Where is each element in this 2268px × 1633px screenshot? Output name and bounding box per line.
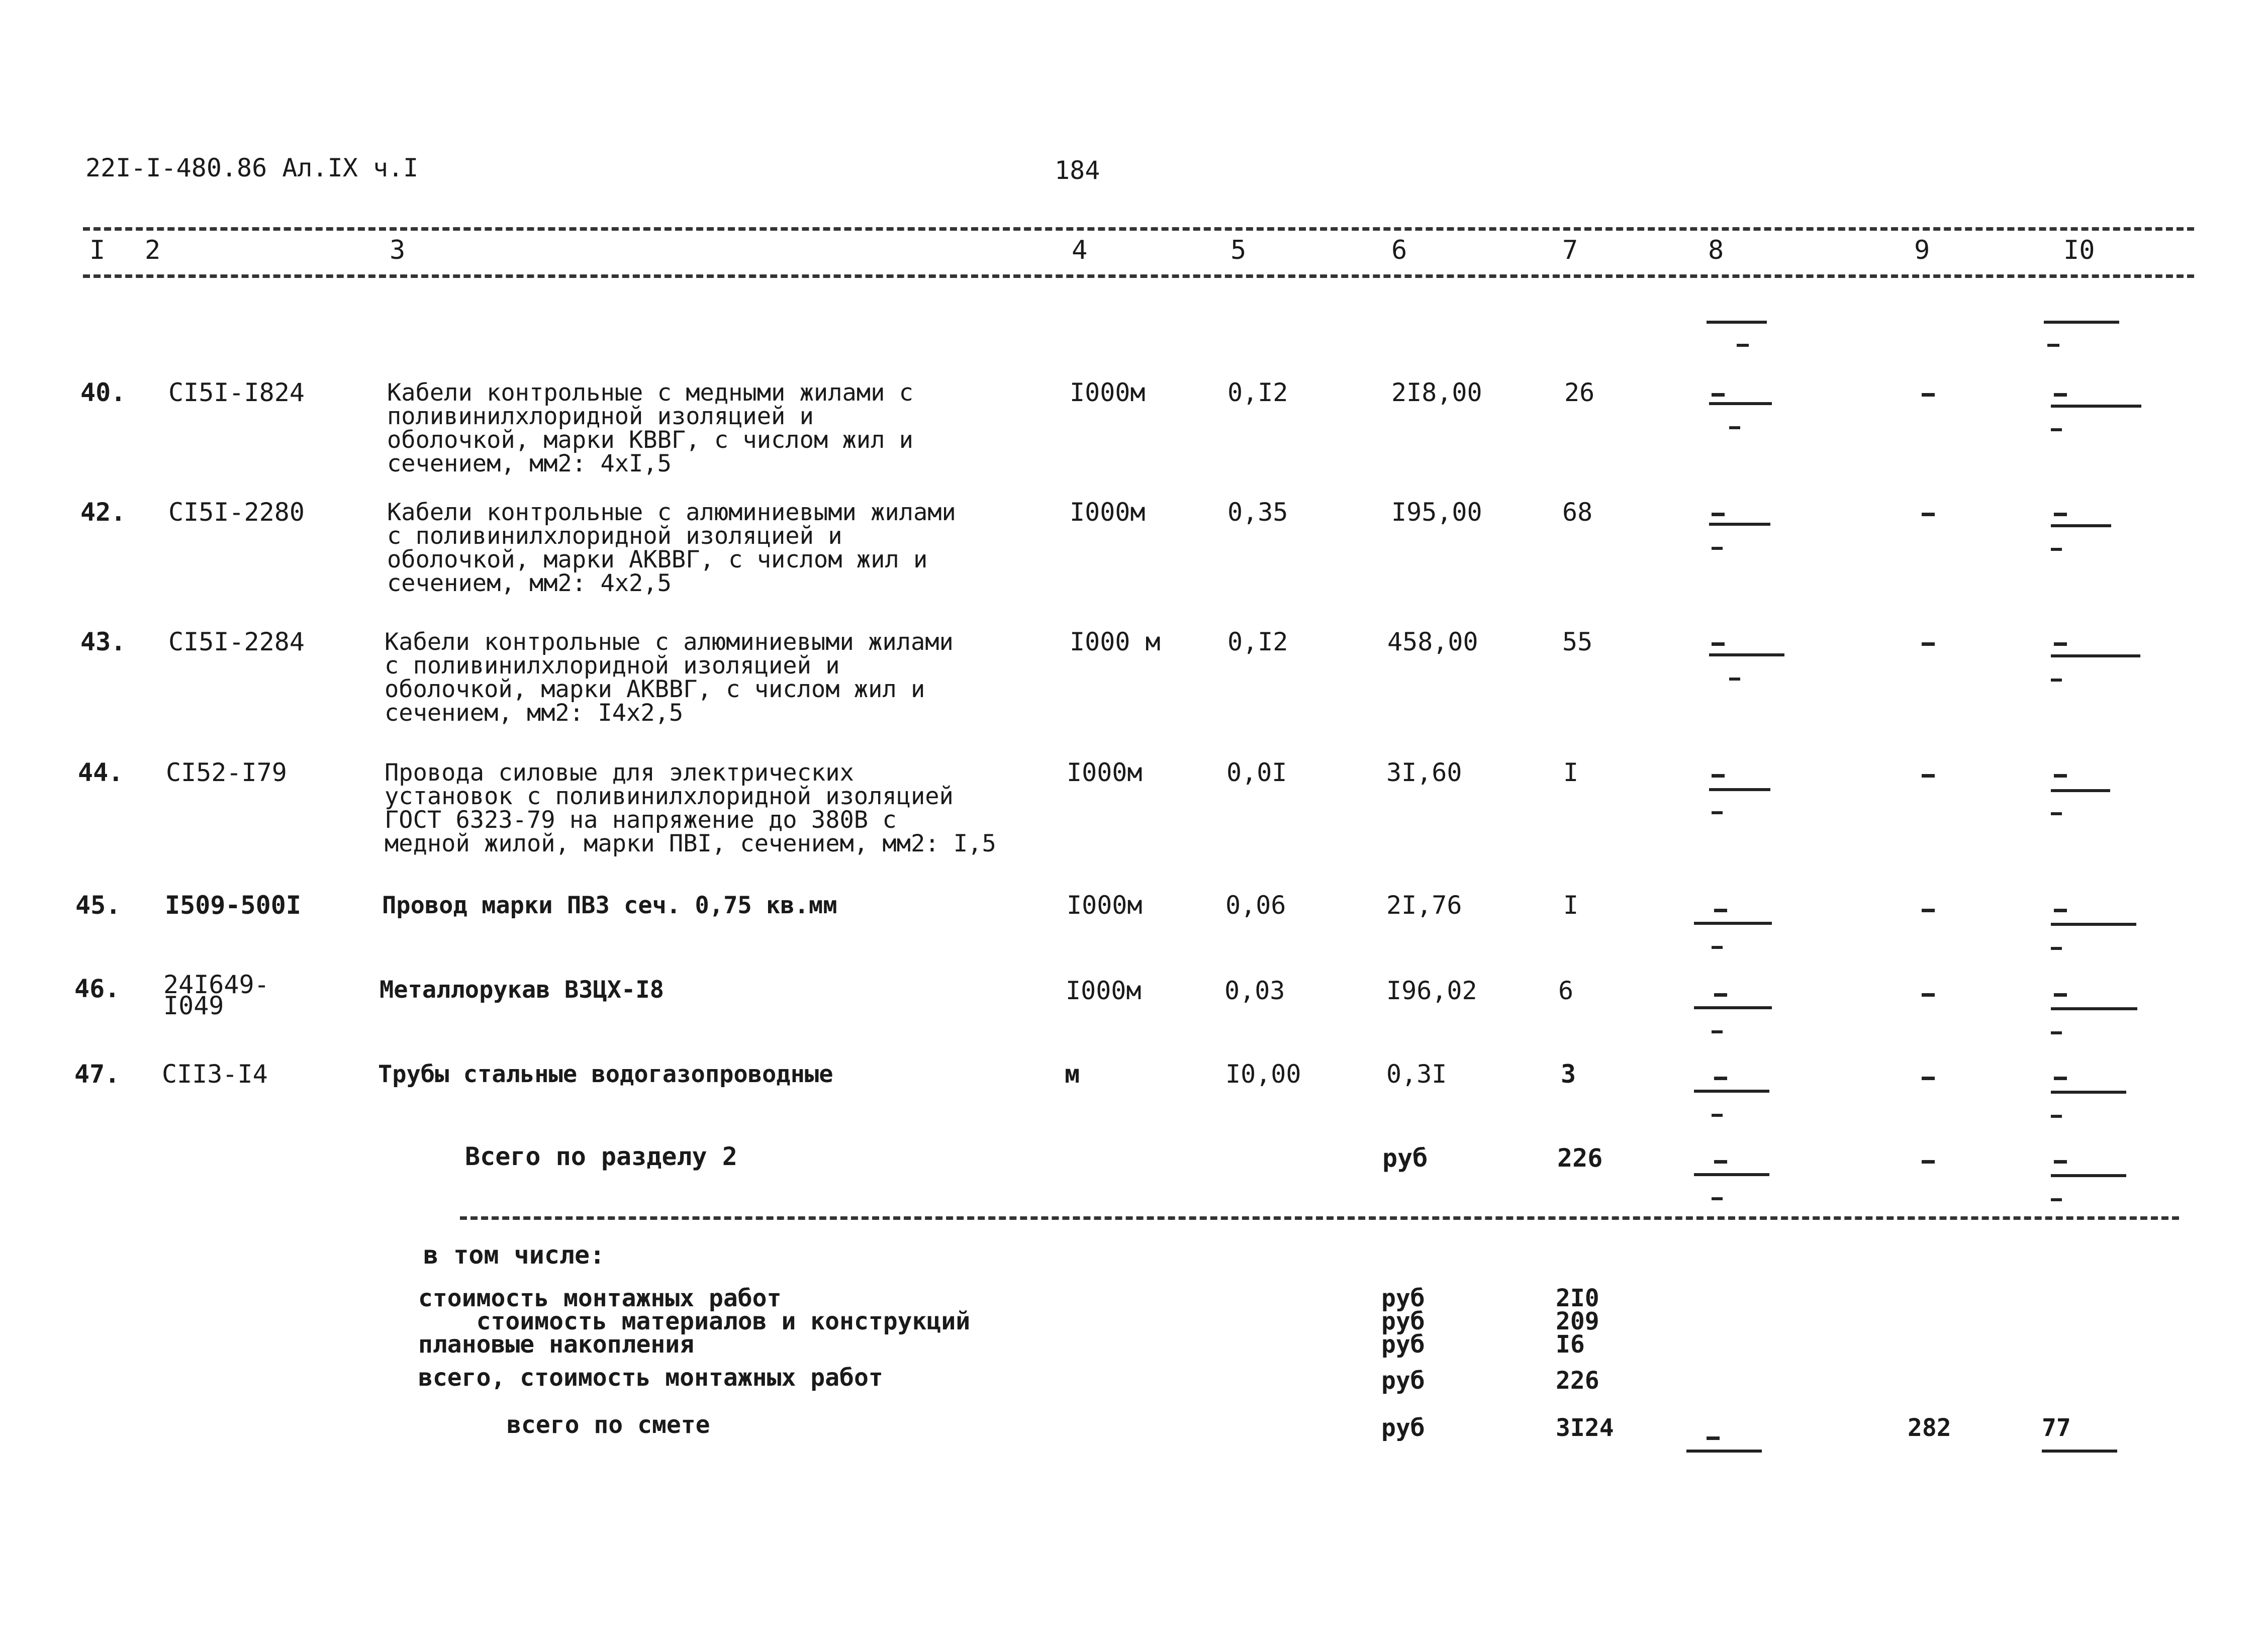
- column-header-5: 5: [1231, 235, 1247, 265]
- row-number: 42.: [80, 498, 126, 527]
- quantity: 0,I2: [1227, 378, 1288, 407]
- price-code: CI5I-2284: [168, 627, 305, 656]
- fraction-bar: [1686, 1450, 1762, 1453]
- price-code: CII3-I4: [162, 1060, 268, 1089]
- column-8-dash: [1712, 642, 1725, 646]
- column-10-dash: [2054, 909, 2067, 912]
- page-number: 184: [1055, 156, 1100, 185]
- grand-total-unit: руб: [1381, 1414, 1425, 1442]
- fraction-dash: [1712, 1197, 1723, 1200]
- column-9-dash: [1922, 513, 1935, 516]
- row-number: 47.: [74, 1060, 120, 1089]
- fraction-dash: [1712, 1030, 1723, 1033]
- price-code: I509-500I: [165, 891, 301, 920]
- grand-total-column-10: 77: [2042, 1414, 2071, 1442]
- fraction-bar: [1694, 1090, 1769, 1093]
- item-description: Кабели контрольные с алюминиевыми жилами с поливинилхлоридной изоляцией и оболочкой, марки АКВВГ, с числом жил и сечением, мм2: I4х2,5: [385, 628, 954, 727]
- column-10-dash: [2054, 1077, 2067, 1080]
- item-description: Металлорукав ВЗЦХ-I8: [380, 976, 664, 1004]
- fraction-bar: [2042, 1450, 2117, 1453]
- breakdown-unit: руб: [1381, 1330, 1425, 1359]
- breakdown-label: плановые накопления: [418, 1330, 695, 1359]
- unit: I000м: [1067, 891, 1143, 920]
- section-divider: [460, 1216, 2179, 1220]
- grand-total-column-9: 282: [1908, 1414, 1951, 1442]
- fraction-dash: [1712, 946, 1723, 949]
- fraction-dash: [1712, 1114, 1723, 1117]
- unit-price: 2I8,00: [1391, 378, 1482, 407]
- fraction-bar: [2051, 923, 2136, 926]
- unit: м: [1065, 1060, 1080, 1089]
- unit-price: I96,02: [1386, 976, 1477, 1005]
- column-header-3: 3: [390, 235, 406, 265]
- fraction-dash: [1737, 344, 1749, 347]
- breakdown-unit: руб: [1381, 1307, 1425, 1335]
- fraction-bar: [2051, 1091, 2126, 1094]
- fraction-bar: [1709, 523, 1770, 526]
- column-9-dash: [1922, 393, 1935, 397]
- column-9-dash: [1922, 1077, 1935, 1080]
- item-description: Кабели контрольные с медными жилами с поливинилхлоридной изоляцией и оболочкой, марки КВВГ, с числом жил и сечением, мм2: 4хI,5: [387, 379, 913, 477]
- unit: I000м: [1066, 976, 1142, 1005]
- unit-price: I95,00: [1391, 498, 1482, 527]
- column-9-dash: [1922, 993, 1935, 997]
- row-number: 45.: [75, 891, 121, 920]
- column-9-dash: [1922, 1160, 1935, 1164]
- column-8-dash: [1712, 774, 1725, 778]
- column-header-8: 8: [1708, 235, 1724, 265]
- fraction-bar: [1709, 653, 1784, 656]
- fraction-bar: [2051, 654, 2140, 657]
- row-number: 46.: [74, 974, 120, 1003]
- row-number: 43.: [80, 627, 126, 656]
- breakdown-label: стоимость материалов и конструкций: [418, 1307, 971, 1335]
- fraction-bar: [2051, 1007, 2137, 1010]
- breakdown-unit: руб: [1381, 1367, 1425, 1395]
- unit-price: 3I,60: [1386, 758, 1462, 787]
- fraction-bar: [2051, 789, 2110, 792]
- total-cost: I: [1563, 891, 1579, 920]
- fraction-bar: [1694, 1173, 1769, 1176]
- column-10-dash: [2054, 774, 2067, 778]
- item-description: Кабели контрольные с алюминиевыми жилами с поливинилхлоридной изоляцией и оболочкой, марки АКВВГ, с числом жил и сечением, мм2: 4х2,5: [387, 499, 956, 597]
- column-10-dash: [2054, 993, 2067, 997]
- quantity: 0,06: [1225, 891, 1286, 920]
- fraction-dash: [1712, 547, 1723, 550]
- section-total-unit: руб: [1382, 1143, 1428, 1173]
- fraction-dash: [2047, 344, 2059, 347]
- column-8-dash: [1712, 513, 1725, 516]
- fraction-dash: [2051, 812, 2062, 815]
- column-9-dash: [1922, 642, 1935, 646]
- fraction-bar: [2044, 321, 2119, 324]
- row-number: 40.: [80, 378, 126, 407]
- breakdown-value: 209: [1556, 1307, 1599, 1335]
- total-cost: 3: [1561, 1060, 1576, 1089]
- column-8-dash: [1714, 909, 1727, 912]
- column-header-7: 7: [1562, 235, 1578, 265]
- price-code: 24I649- I049: [163, 970, 269, 1020]
- header-bottom-rule: [83, 274, 2194, 278]
- total-cost: 68: [1562, 498, 1593, 527]
- column-8-dash: [1714, 1077, 1727, 1080]
- price-code: CI5I-I824: [168, 378, 305, 407]
- fraction-dash: [2051, 1031, 2062, 1034]
- item-description: Трубы стальные водогазопроводные: [378, 1061, 833, 1088]
- unit: I000м: [1070, 498, 1146, 527]
- breakdown-intro: в том числе:: [423, 1240, 605, 1270]
- unit: I000м: [1070, 378, 1146, 407]
- fraction-bar: [1709, 788, 1770, 791]
- quantity: 0,35: [1227, 498, 1288, 527]
- fraction-dash: [2051, 1115, 2062, 1118]
- column-header-6: 6: [1391, 235, 1407, 265]
- fraction-dash: [2051, 679, 2062, 682]
- unit-price: 458,00: [1387, 627, 1478, 656]
- column-header-9: 9: [1914, 235, 1930, 265]
- unit: I000м: [1067, 758, 1143, 787]
- fraction-bar: [2051, 405, 2141, 408]
- column-10-dash: [2054, 513, 2067, 516]
- grand-total-label: всего по смете: [507, 1411, 710, 1439]
- column-9-dash: [1922, 774, 1935, 778]
- fraction-dash: [1712, 811, 1723, 814]
- quantity: 0,03: [1224, 976, 1285, 1005]
- fraction-dash: [2051, 548, 2062, 551]
- breakdown-value: 2I0: [1556, 1284, 1599, 1312]
- price-code: CI5I-2280: [168, 498, 305, 527]
- section-total-label: Всего по разделу 2: [465, 1142, 737, 1171]
- breakdown-value: 226: [1556, 1367, 1599, 1395]
- total-cost: I: [1563, 758, 1579, 787]
- column-8-dash: [1712, 393, 1725, 397]
- unit-price: 0,3I: [1386, 1060, 1447, 1089]
- section-total-value: 226: [1557, 1143, 1603, 1173]
- item-description: Провода силовые для электрических установок с поливинилхлоридной изоляцией ГОСТ 6323-79 на напряжение до 380В с медной жилой, марки ПВI, сечением, мм2: I,5: [385, 759, 996, 857]
- total-cost: 6: [1558, 976, 1574, 1005]
- column-header-2: 2: [145, 235, 161, 265]
- grand-total-value: 3I24: [1556, 1414, 1614, 1442]
- fraction-bar: [2051, 524, 2111, 527]
- fraction-bar: [1709, 402, 1772, 405]
- breakdown-label: всего, стоимость монтажных работ: [418, 1364, 883, 1392]
- unit-price: 2I,76: [1386, 891, 1462, 920]
- unit: I000 м: [1070, 627, 1161, 656]
- column-8-dash: [1714, 993, 1727, 997]
- column-10-dash: [2054, 642, 2067, 646]
- fraction-bar: [1694, 922, 1772, 925]
- price-code: CI52-I79: [166, 758, 287, 787]
- breakdown-unit: руб: [1381, 1284, 1425, 1312]
- column-header-10: I0: [2063, 235, 2095, 265]
- quantity: I0,00: [1225, 1060, 1301, 1089]
- column-8-dash: [1707, 1436, 1720, 1440]
- total-cost: 55: [1562, 627, 1593, 656]
- column-10-dash: [2054, 393, 2067, 397]
- header-top-rule: [83, 227, 2194, 231]
- total-cost: 26: [1564, 378, 1595, 407]
- fraction-dash: [2051, 947, 2062, 950]
- fraction-bar: [2051, 1174, 2126, 1177]
- breakdown-value: I6: [1556, 1330, 1585, 1359]
- fraction-dash: [1729, 678, 1740, 681]
- column-10-dash: [2054, 1160, 2067, 1164]
- column-header-1: I: [89, 235, 106, 265]
- breakdown-label: стоимость монтажных работ: [418, 1284, 782, 1312]
- quantity: 0,0I: [1226, 758, 1287, 787]
- column-8-dash: [1714, 1160, 1727, 1164]
- column-header-4: 4: [1072, 235, 1088, 265]
- fraction-dash: [1729, 426, 1740, 429]
- fraction-bar: [1694, 1006, 1772, 1009]
- fraction-bar: [1707, 321, 1767, 324]
- quantity: 0,I2: [1227, 627, 1288, 656]
- column-9-dash: [1922, 909, 1935, 912]
- row-number: 44.: [78, 758, 124, 787]
- fraction-dash: [2051, 1198, 2062, 1201]
- document-code: 22I-I-480.86 Ал.IX ч.I: [85, 153, 419, 182]
- fraction-dash: [2051, 428, 2062, 431]
- item-description: Провод марки ПВЗ сеч. 0,75 кв.мм: [382, 892, 837, 919]
